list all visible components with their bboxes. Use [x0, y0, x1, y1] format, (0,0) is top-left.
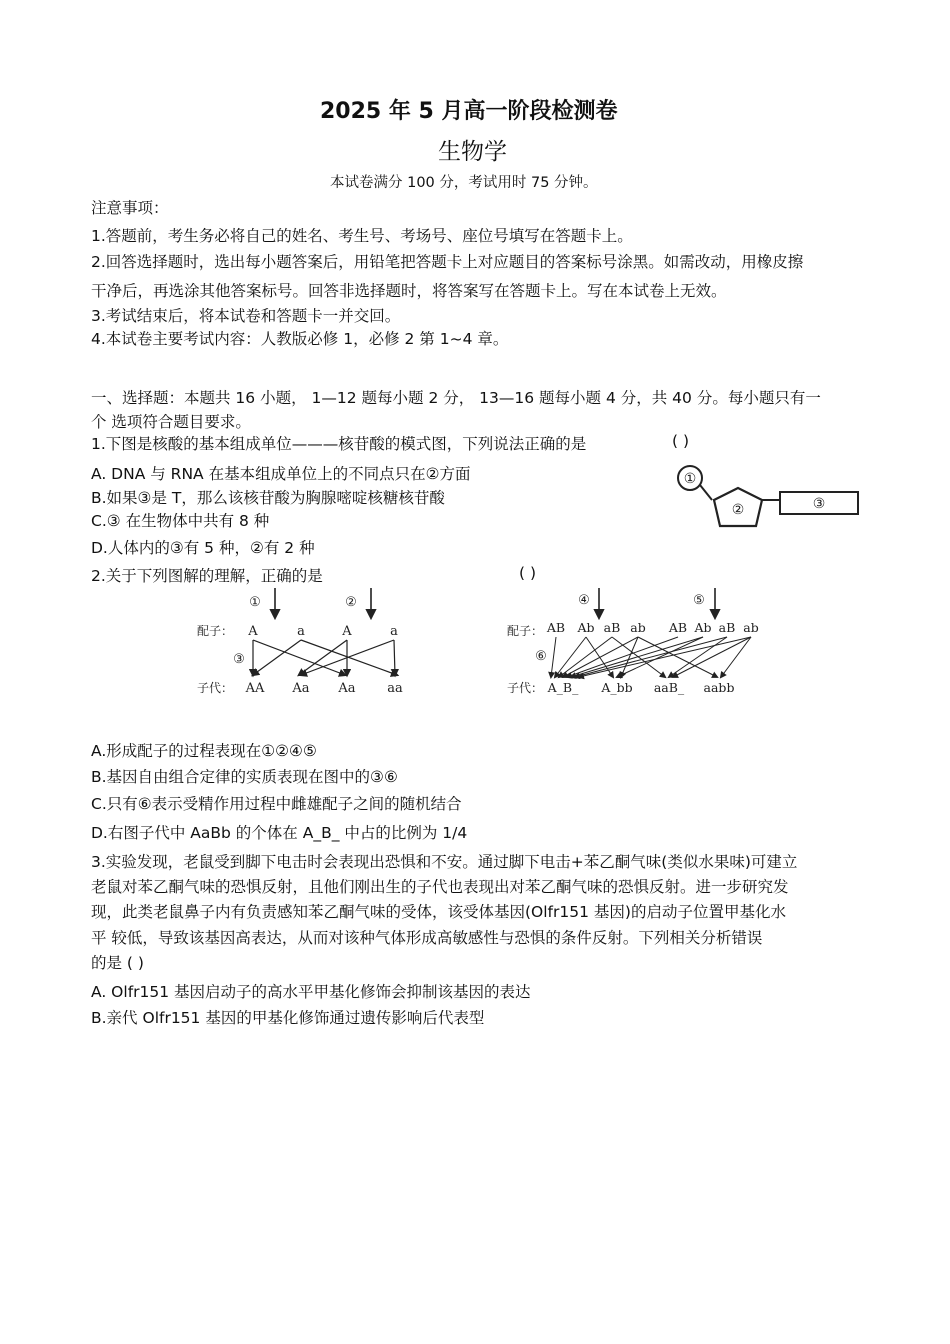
subject-title: 生物学 [438, 139, 507, 165]
q1-stem: 1.下图是核酸的基本组成单位———核苷酸的模式图，下列说法正确的是 [91, 435, 587, 453]
gamete-row-label: 配子： [197, 624, 234, 638]
fertilization-arrows [253, 640, 397, 675]
offspring: aabb [703, 680, 735, 695]
offspring-row-label: 子代： [507, 681, 544, 695]
gamete-row-label: 配子： [507, 624, 544, 638]
gamete: ab [630, 620, 646, 635]
offspring: A_bb [601, 680, 633, 695]
offspring: aa [387, 681, 403, 696]
offspring: Aa [338, 681, 356, 696]
q2-stem: 2.关于下列图解的理解，正确的是 [91, 567, 323, 585]
dihybrid-diagram [505, 585, 770, 700]
gamete: AB [546, 620, 566, 635]
q3-stem-line: 老鼠对苯乙酮气味的恐惧反射，且他们刚出生的子代也表现出对苯乙酮气味的恐惧反射。进一步研究发 [91, 878, 789, 896]
offspring: A_B_ [547, 680, 579, 695]
q3-option-b: B.亲代 Olfr151 基因的甲基化修饰通过遗传影响后代表型 [91, 1009, 485, 1027]
nucleotide-diagram [670, 460, 870, 540]
notes-heading: 注意事项： [91, 199, 169, 217]
note-item: 1.答题前，考生务必将自己的姓名、考生号、考场号、座位号填写在答题卡上。 [91, 227, 633, 245]
exam-info: 本试卷满分 100 分，考试用时 75 分钟。 [330, 175, 598, 191]
note-item: 4.本试卷主要考试内容：人教版必修 1，必修 2 第 1~4 章。 [91, 330, 509, 348]
q2-option-a: A.形成配子的过程表现在①②④⑤ [91, 742, 317, 760]
gamete: ab [743, 620, 759, 635]
q2-answer-bracket: ( ) [519, 564, 537, 582]
q1-option-d: D.人体内的③有 5 种，②有 2 种 [91, 539, 315, 557]
note-item: 3.考试结束后，将本试卷和答题卡一并交回。 [91, 307, 401, 325]
offspring: aaB_ [653, 680, 685, 695]
q3-stem-line: 平 较低，导致该基因高表达，从而对该种气体形成高敏感性与恐惧的条件反射。下列相关分析错误 [91, 929, 763, 947]
phosphate-label: ① [683, 471, 697, 487]
q1-answer-bracket: ( ) [672, 432, 690, 450]
gamete: a [390, 624, 398, 639]
step-4-label: ④ [578, 593, 590, 608]
gamete: A [342, 624, 352, 639]
step-3-label: ③ [233, 652, 245, 667]
base-label: ③ [812, 496, 826, 512]
gamete: aB [603, 620, 621, 635]
note-item: 干净后，再选涂其他答案标号。回答非选择题时，将答案写在答题卡上。写在本试卷上无效。 [91, 282, 727, 300]
monohybrid-diagram [195, 585, 425, 700]
gamete: a [297, 624, 305, 639]
q2-option-c: C.只有⑥表示受精作用过程中雌雄配子之间的随机结合 [91, 795, 462, 813]
exam-title: 2025 年 5 月高一阶段检测卷 [320, 99, 618, 124]
offspring-row-label: 子代： [197, 681, 234, 695]
q2-option-b: B.基因自由组合定律的实质表现在图中的③⑥ [91, 768, 398, 786]
offspring: Aa [292, 681, 310, 696]
gamete: A [248, 624, 258, 639]
q2-option-d: D.右图子代中 AaBb 的个体在 A_B_ 中占的比例为 1/4 [91, 824, 468, 842]
gamete: aB [718, 620, 736, 635]
gamete: Ab [694, 620, 712, 635]
sugar-label: ② [731, 502, 745, 518]
step-1-label: ① [249, 595, 261, 610]
gamete: Ab [577, 620, 595, 635]
step-5-label: ⑤ [693, 593, 705, 608]
q1-option-a: A. DNA 与 RNA 在基本组成单位上的不同点只在②方面 [91, 465, 471, 483]
q1-option-c: C.③ 在生物体中共有 8 种 [91, 512, 270, 530]
gamete: AB [668, 620, 688, 635]
section-heading-cont: 个 选项符合题目要求。 [91, 413, 251, 431]
q3-stem-line: 现，此类老鼠鼻子内有负责感知苯乙酮气味的受体，该受体基因(Olfr151 基因)的启动子位置甲基化水 [91, 903, 786, 921]
section-heading: 一、选择题：本题共 16 小题， 1—12 题每小题 2 分， 13—16 题每小题 4 分，共 40 分。每小题只有一 [91, 389, 821, 407]
step-6-label: ⑥ [535, 649, 547, 664]
q1-option-b: B.如果③是 T，那么该核苷酸为胸腺嘧啶核糖核苷酸 [91, 489, 445, 507]
q3-option-a: A. Olfr151 基因启动子的高水平甲基化修饰会抑制该基因的表达 [91, 983, 531, 1001]
q3-stem-line: 3.实验发现，老鼠受到脚下电击时会表现出恐惧和不安。通过脚下电击+苯乙酮气味(类似水果味)可建立 [91, 853, 798, 871]
q3-stem-line: 的是 ( ) [91, 954, 144, 972]
step-2-label: ② [345, 595, 357, 610]
phosphate-bond-line [700, 485, 712, 500]
offspring: AA [245, 681, 265, 696]
note-item: 2.回答选择题时，选出每小题答案后，用铅笔把答题卡上对应题目的答案标号涂黑。如需改动，用橡皮擦 [91, 253, 804, 271]
fertilization-arrows [551, 637, 751, 677]
